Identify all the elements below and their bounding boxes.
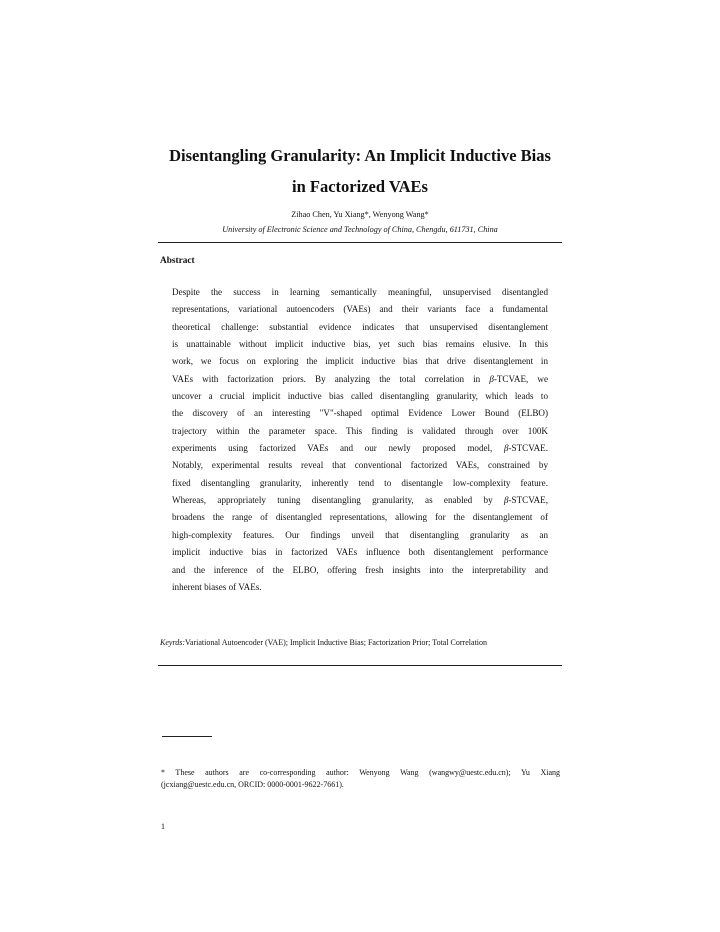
footnote-line: * These authors are co-corresponding author: Wenyong Wang (wangwy@uestc.edu.cn); Yu Xiang: [161, 768, 560, 777]
abstract-line: trajectory within the parameter space. This finding is validated through over 100K: [172, 425, 548, 436]
paper-title-line-1: Disentangling Granularity: An Implicit Inductive Bias: [169, 146, 551, 165]
abstract-line: experiments using factorized VAEs and our newly proposed model, β-STCVAE.: [172, 443, 548, 454]
abstract-line: fixed disentangling granularity, inherently tend to disentangle low-complexity feature.: [172, 477, 548, 488]
header-divider: [158, 242, 562, 243]
beta-symbol: β: [503, 495, 509, 506]
beta-symbol: β: [489, 373, 494, 384]
abstract-line: inherent biases of VAEs.: [172, 581, 262, 592]
abstract-line: Notably, experimental results reveal that conventional factorized VAEs, constrained by: [172, 460, 548, 471]
abstract-heading: Abstract: [160, 256, 195, 266]
abstract-line: Despite the success in learning semantically meaningful, unsupervised disentangled: [172, 287, 548, 297]
keywords-label: Keyrds:: [160, 638, 186, 647]
abstract-line: is unattainable without implicit inductive bias, yet such bias remains elusive. In this: [172, 339, 548, 350]
affiliation: University of Electronic Science and Technology of China, Chengdu, 611731, China: [222, 225, 498, 234]
footnote: [161, 767, 560, 791]
abstract-line: VAEs with factorization priors. By analyzing the total correlation in β-TCVAE, we: [172, 373, 548, 384]
page-number: 1: [161, 822, 165, 831]
keywords-text: Variational Autoencoder (VAE); Implicit Inductive Bias; Factorization Prior; Total Correlation: [185, 638, 487, 647]
abstract-line: and the inference of the ELBO, offering fresh insights into the interpretability and: [172, 564, 548, 575]
abstract-line: work, we focus on exploring the implicit inductive bias that drive disentanglement in: [172, 356, 548, 367]
abstract-body: [172, 284, 548, 596]
abstract-line: broadens the range of disentangled representations, allowing for the disentanglement of: [172, 512, 548, 523]
abstract-line: uncover a crucial implicit inductive bias called disentangling granularity, which leads to: [172, 391, 548, 402]
abstract-line: theoretical challenge: substantial evidence indicates that unsupervised disentanglement: [172, 321, 548, 332]
abstract-divider: [158, 665, 562, 666]
abstract-line: the discovery of an interesting "V"-shaped optimal Evidence Lower Bound (ELBO): [172, 408, 548, 419]
keywords: [160, 638, 487, 648]
author-list: Zihao Chen, Yu Xiang*, Wenyong Wang*: [291, 210, 429, 219]
footnote-line: (jcxiang@uestc.edu.cn, ORCID: 0000-0001-9622-7661).: [161, 780, 344, 789]
footnote-separator: [162, 736, 212, 737]
abstract-line: implicit inductive bias in factorized VAEs influence both disentanglement performance: [172, 547, 548, 558]
abstract-line: representations, variational autoencoders (VAEs) and their variants face a fundamental: [172, 304, 548, 315]
beta-symbol: β: [503, 443, 509, 454]
abstract-line: high-complexity features. Our findings unveil that disentangling granularity as an: [172, 529, 548, 540]
abstract-line: Whereas, appropriately tuning disentangling granularity, as enabled by β-STCVAE,: [172, 495, 548, 506]
paper-title-line-2: in Factorized VAEs: [292, 177, 428, 196]
